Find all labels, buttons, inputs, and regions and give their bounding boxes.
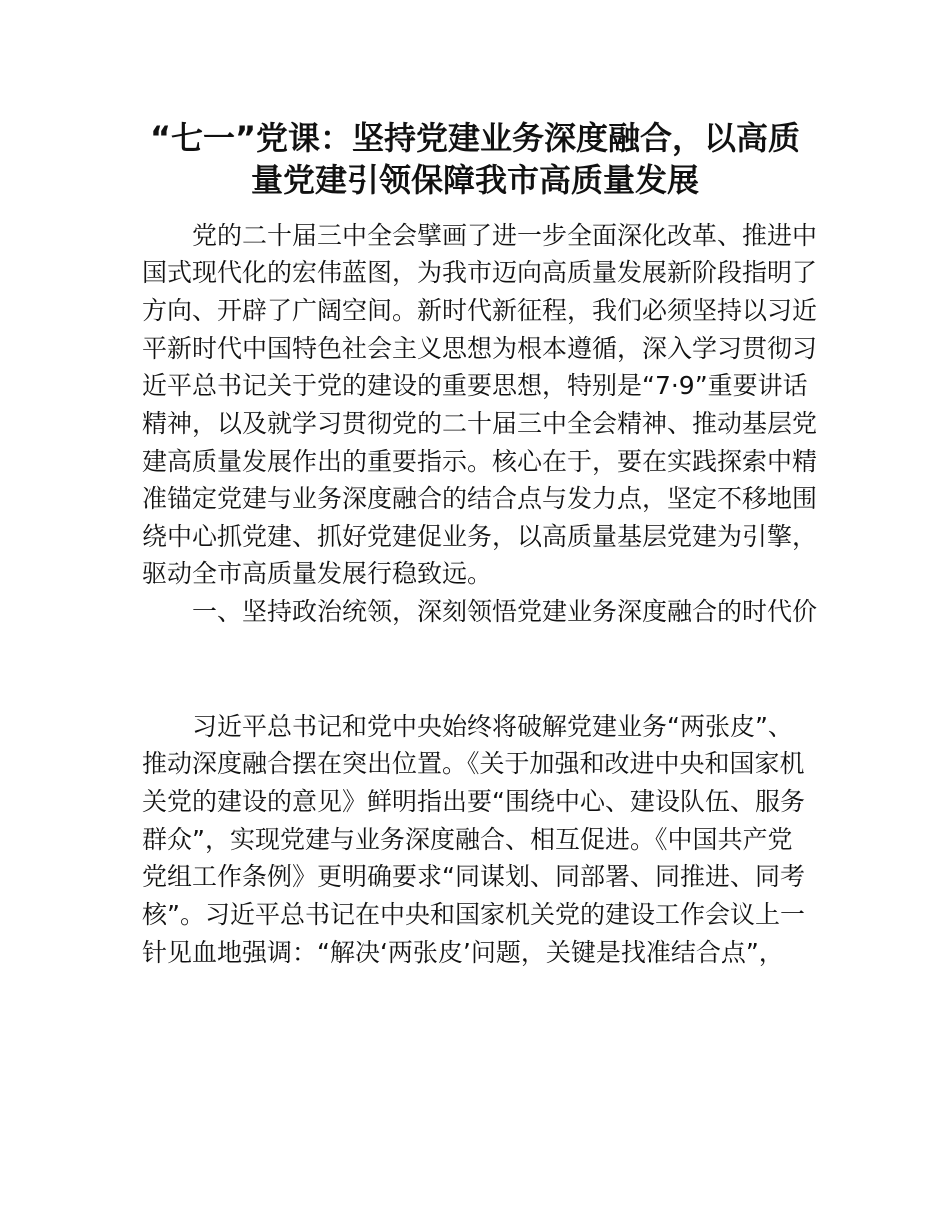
paragraph-2-line-1: 习近平总书记和党中央始终将破解党建业务“两张皮”、	[192, 712, 793, 741]
paragraph-1-line-6: 精神，以及就学习贯彻党的二十届三中全会精神、推动基层党	[142, 409, 818, 438]
document-title-line-2: 量党建引领保障我市高质量发展	[250, 161, 699, 199]
paragraph-2-line-4: 群众”，实现党建与业务深度融合、相互促进。《中国共产党	[142, 825, 793, 854]
paragraph-2-line-7: 针见血地强调：“解决‘两张皮’问题，关键是找准结合点”，	[142, 938, 784, 967]
section-heading-1: 一、坚持政治统领，深刻领悟党建业务深度融合的时代价	[192, 597, 818, 626]
paragraph-1-line-4: 平新时代中国特色社会主义思想为根本遵循，深入学习贯彻习	[142, 334, 818, 363]
paragraph-1-line-1: 党的二十届三中全会擘画了进一步全面深化改革、推进中	[192, 221, 818, 250]
paragraph-1-line-9: 绕中心抓党建、抓好党建促业务，以高质量基层党建为引擎，	[142, 522, 818, 551]
paragraph-2-line-3: 关党的建设的意见》鲜明指出要“围绕中心、建设队伍、服务	[142, 787, 805, 816]
document-title-line-1: “七一”党课：坚持党建业务深度融合，以高质	[149, 119, 801, 157]
paragraph-2-line-5: 党组工作条例》更明确要求“同谋划、同部署、同推进、同考	[142, 862, 805, 891]
paragraph-1-line-7: 建高质量发展作出的重要指示。核心在于，要在实践探索中精	[142, 447, 818, 476]
paragraph-2-line-2: 推动深度融合摆在突出位置。《关于加强和改进中央和国家机	[142, 749, 805, 778]
paragraph-1-line-10: 驱动全市高质量发展行稳致远。	[142, 559, 493, 588]
paragraph-1-line-2: 国式现代化的宏伟蓝图，为我市迈向高质量发展新阶段指明了	[142, 258, 818, 287]
paragraph-2-line-6: 核”。习近平总书记在中央和国家机关党的建设工作会议上一	[142, 900, 805, 929]
paragraph-1-line-8: 准锚定党建与业务深度融合的结合点与发力点，坚定不移地围	[142, 484, 818, 513]
paragraph-1-line-3: 方向、开辟了广阔空间。新时代新征程，我们必须坚持以习近	[142, 296, 818, 325]
paragraph-1-line-5: 近平总书记关于党的建设的重要思想，特别是“7·9”重要讲话	[142, 371, 808, 400]
